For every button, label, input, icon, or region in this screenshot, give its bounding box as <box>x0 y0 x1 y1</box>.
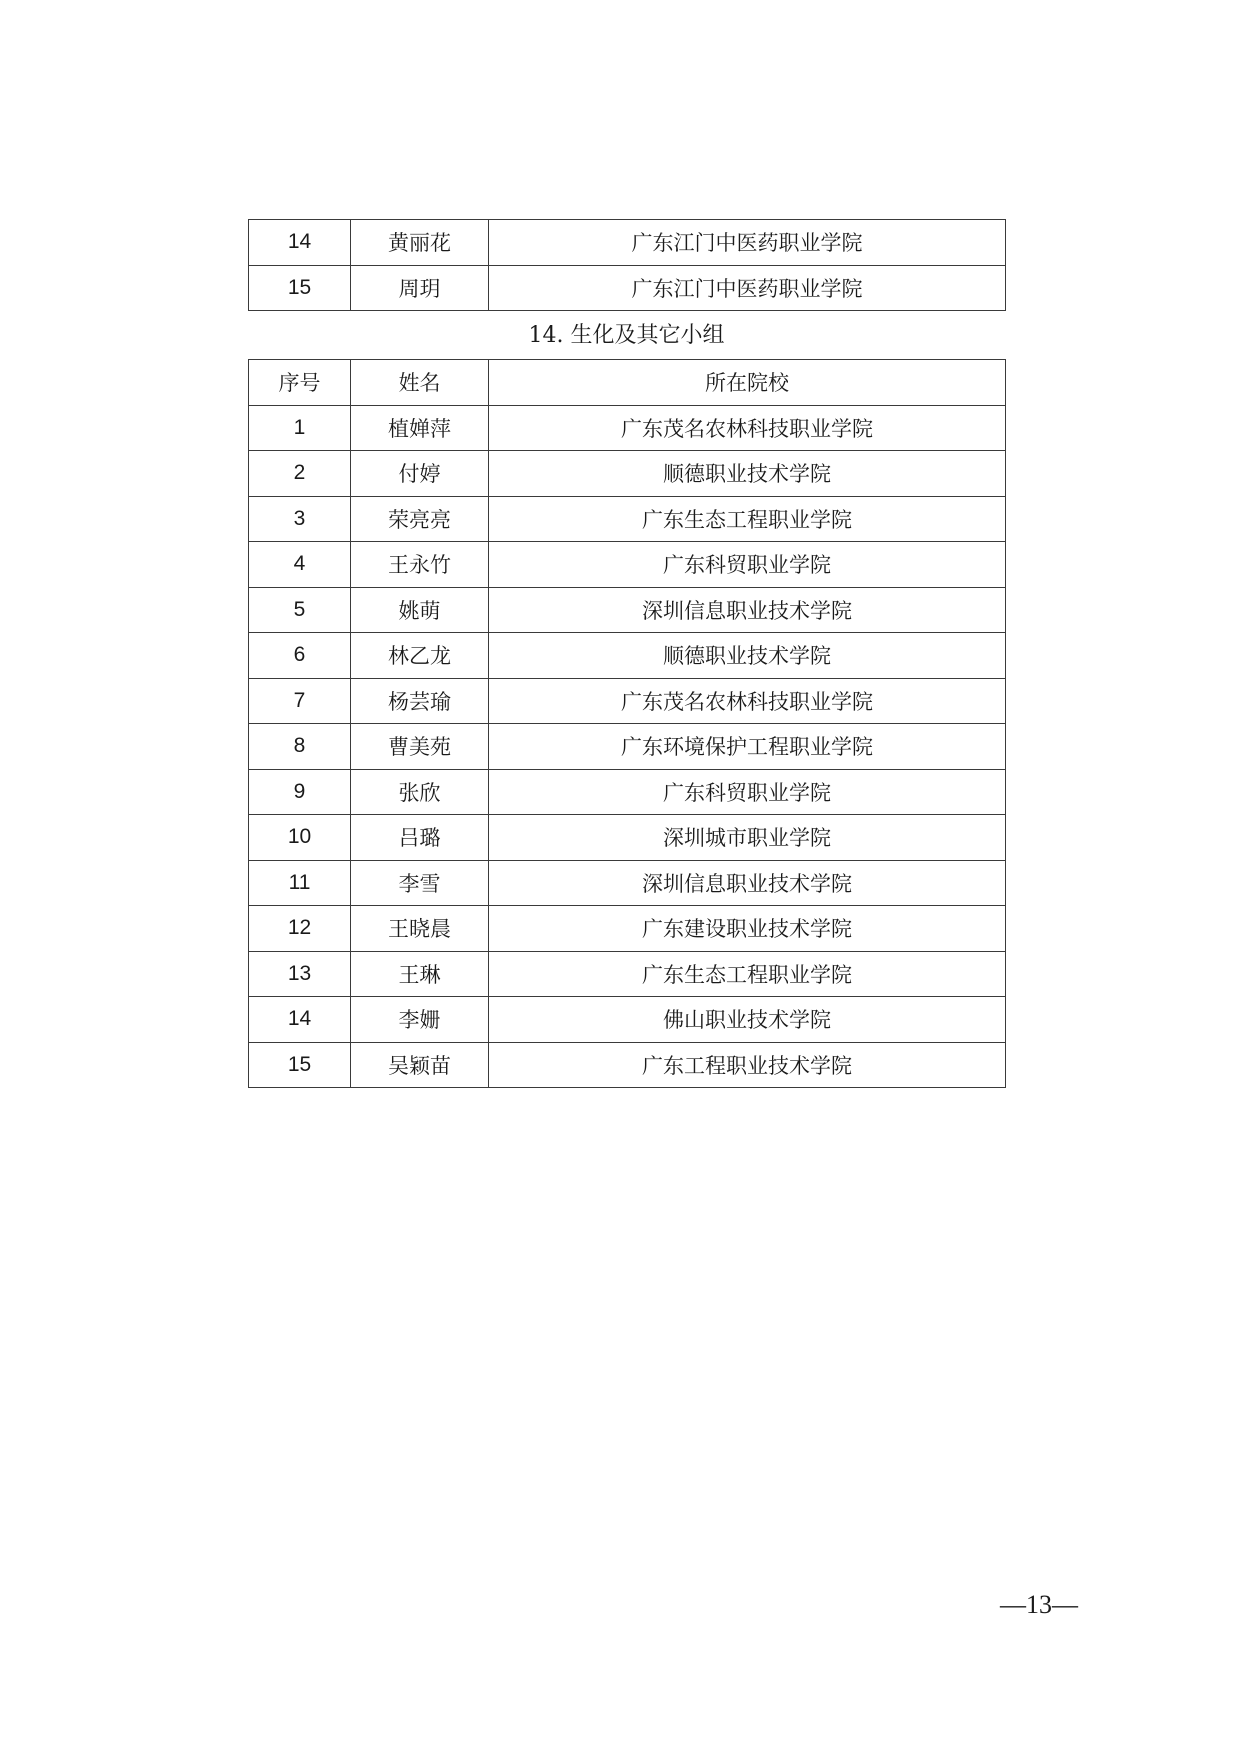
table-header-row <box>249 360 1006 406</box>
table-row <box>249 906 1006 952</box>
table-row <box>249 724 1006 770</box>
cell-no: 14 <box>249 220 351 266</box>
cell-school: 顺德职业技术学院 <box>489 633 1006 679</box>
table-row <box>249 1042 1006 1088</box>
cell-name: 杨芸瑜 <box>351 678 489 724</box>
cell-no: 10 <box>249 815 351 861</box>
table-row <box>249 265 1006 311</box>
cell-school: 广东茂名农林科技职业学院 <box>489 678 1006 724</box>
cell-name: 王琳 <box>351 951 489 997</box>
cell-school: 广东茂名农林科技职业学院 <box>489 405 1006 451</box>
cell-name: 李姗 <box>351 997 489 1043</box>
cell-name: 张欣 <box>351 769 489 815</box>
cell-school: 佛山职业技术学院 <box>489 997 1006 1043</box>
cell-school: 广东建设职业技术学院 <box>489 906 1006 952</box>
cell-no: 1 <box>249 405 351 451</box>
header-school: 所在院校 <box>489 360 1006 406</box>
cell-school: 广东科贸职业学院 <box>489 542 1006 588</box>
cell-no: 15 <box>249 265 351 311</box>
cell-no: 7 <box>249 678 351 724</box>
cell-no: 15 <box>249 1042 351 1088</box>
cell-name: 李雪 <box>351 860 489 906</box>
cell-no: 9 <box>249 769 351 815</box>
cell-no: 2 <box>249 451 351 497</box>
cell-name: 吴颖苗 <box>351 1042 489 1088</box>
cell-name: 姚萌 <box>351 587 489 633</box>
table-row <box>249 678 1006 724</box>
table-row <box>249 405 1006 451</box>
header-name: 姓名 <box>351 360 489 406</box>
cell-name: 植婵萍 <box>351 405 489 451</box>
cell-no: 5 <box>249 587 351 633</box>
cell-name: 黄丽花 <box>351 220 489 266</box>
cell-name: 吕璐 <box>351 815 489 861</box>
cell-name: 曹美苑 <box>351 724 489 770</box>
cell-no: 12 <box>249 906 351 952</box>
table-row <box>249 496 1006 542</box>
cell-no: 6 <box>249 633 351 679</box>
cell-school: 广东工程职业技术学院 <box>489 1042 1006 1088</box>
table-row <box>249 997 1006 1043</box>
member-table <box>248 359 1006 1088</box>
table-row <box>249 951 1006 997</box>
cell-no: 11 <box>249 860 351 906</box>
cell-name: 林乙龙 <box>351 633 489 679</box>
cell-no: 14 <box>249 997 351 1043</box>
table-row <box>249 220 1006 266</box>
cell-no: 4 <box>249 542 351 588</box>
header-no: 序号 <box>249 360 351 406</box>
continued-table <box>248 219 1006 311</box>
table-row <box>249 860 1006 906</box>
table-row <box>249 769 1006 815</box>
cell-name: 王永竹 <box>351 542 489 588</box>
cell-name: 王晓晨 <box>351 906 489 952</box>
cell-school: 顺德职业技术学院 <box>489 451 1006 497</box>
section-title: 14. 生化及其它小组 <box>528 323 725 348</box>
cell-no: 8 <box>249 724 351 770</box>
table-row <box>249 542 1006 588</box>
table-row <box>249 815 1006 861</box>
cell-name: 荣亮亮 <box>351 496 489 542</box>
cell-school: 广东环境保护工程职业学院 <box>489 724 1006 770</box>
cell-school: 深圳信息职业技术学院 <box>489 587 1006 633</box>
table-row <box>249 587 1006 633</box>
cell-school: 广东江门中医药职业学院 <box>489 265 1006 311</box>
cell-no: 13 <box>249 951 351 997</box>
table-row <box>249 451 1006 497</box>
cell-school: 广东科贸职业学院 <box>489 769 1006 815</box>
page-number: —13— <box>1000 1590 1078 1619</box>
table-row <box>249 633 1006 679</box>
cell-school: 深圳信息职业技术学院 <box>489 860 1006 906</box>
cell-no: 3 <box>249 496 351 542</box>
cell-school: 广东江门中医药职业学院 <box>489 220 1006 266</box>
cell-name: 周玥 <box>351 265 489 311</box>
cell-school: 深圳城市职业学院 <box>489 815 1006 861</box>
cell-school: 广东生态工程职业学院 <box>489 496 1006 542</box>
cell-name: 付婷 <box>351 451 489 497</box>
cell-school: 广东生态工程职业学院 <box>489 951 1006 997</box>
